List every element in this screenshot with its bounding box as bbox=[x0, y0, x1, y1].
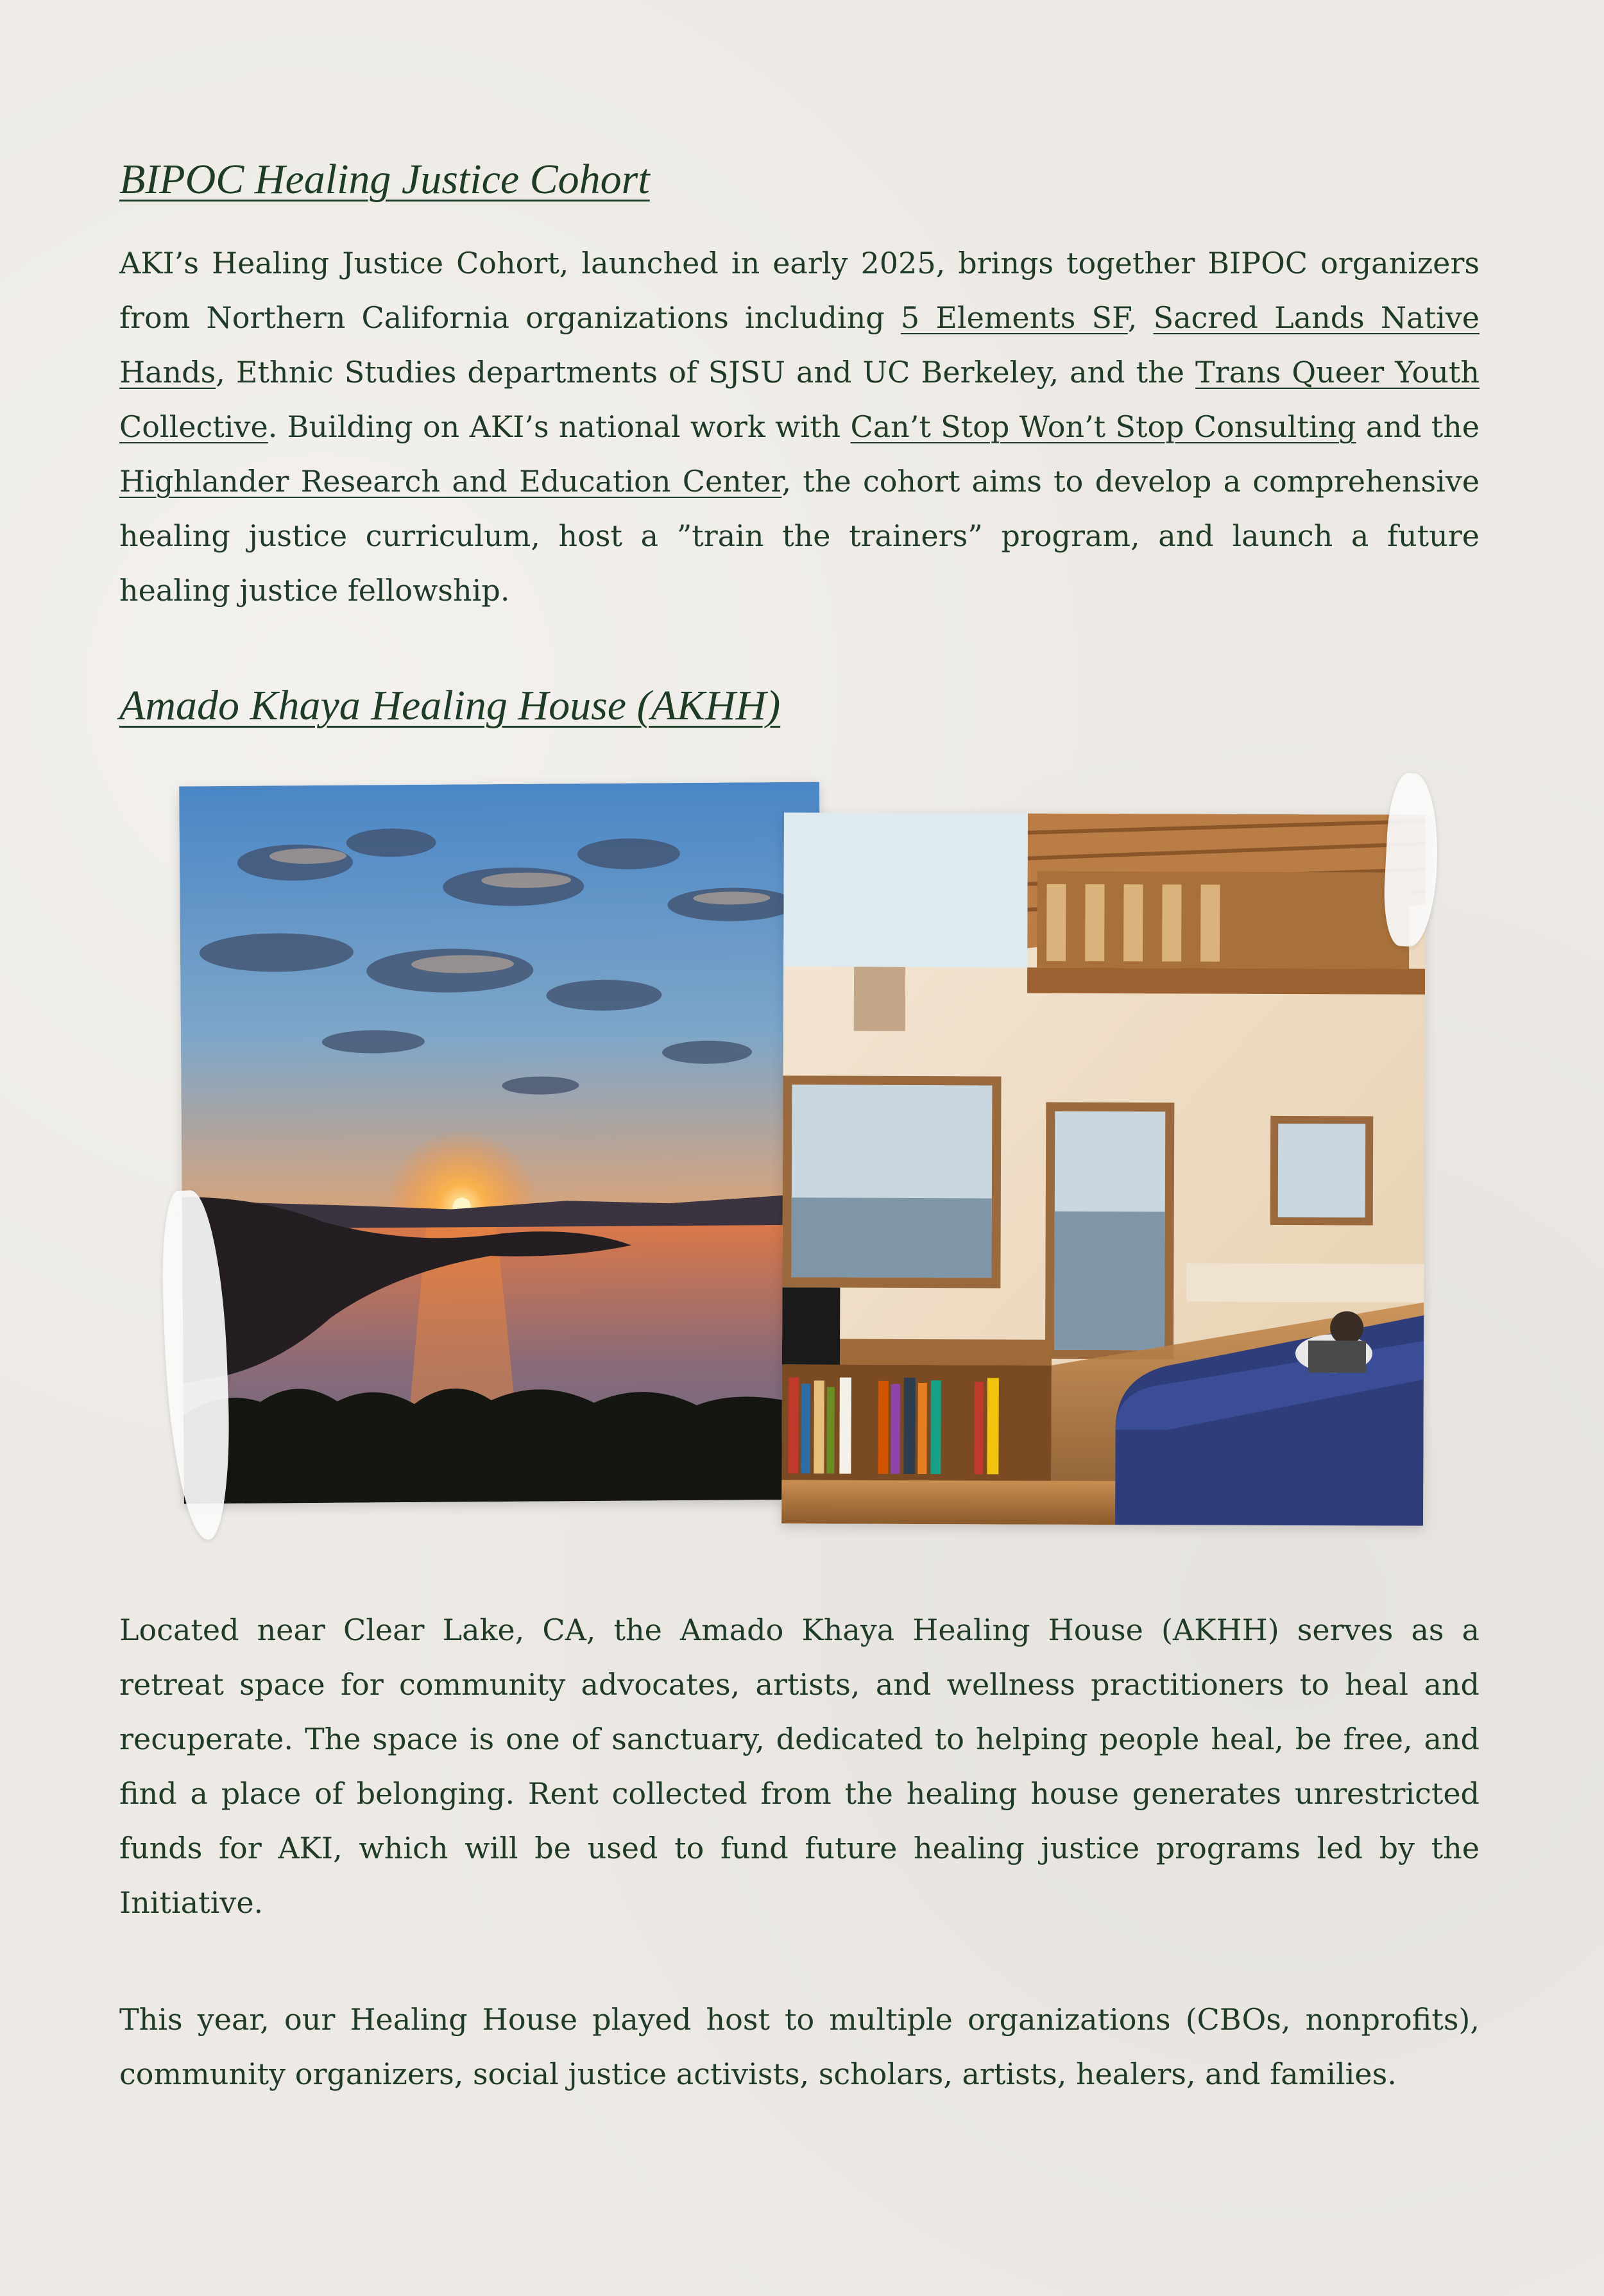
sunset-lake-photo bbox=[179, 782, 824, 1504]
text-run: and the bbox=[1356, 409, 1480, 444]
healing-house-interior-photo bbox=[781, 812, 1426, 1525]
healing-house-paragraph-1: Located near Clear Lake, CA, the Amado Khaya Healing House (AKHH) serves as a retreat space for community advocates, artists, and wellness practitioners to heal and recuperate. The space is one of sanctuary, dedicated to helping people heal, be free, and find a place of belonging. Rent collected from the healing house generates unrestricted funds for AKI, which will be used to fund future healing justice programs led by the Initiative. bbox=[119, 1613, 1480, 1920]
section-heading-healing-house[interactable]: Amado Khaya Healing House (AKHH) bbox=[119, 682, 781, 729]
link-cant-stop-wont-stop[interactable]: Can’t Stop Won’t Stop Consulting bbox=[850, 409, 1356, 444]
link-sacred-lands-native-hands[interactable]: Sacred Lands Native Hands bbox=[119, 300, 1480, 390]
text-run: , Ethnic Studies departments of SJSU and UC Berkeley, and the bbox=[216, 355, 1196, 390]
link-trans-queer-youth-collective[interactable]: Trans Queer Youth Collective bbox=[119, 355, 1480, 444]
text-run: , bbox=[1127, 300, 1154, 335]
cohort-paragraph bbox=[119, 236, 1480, 618]
text-run: AKI’s Healing Justice Cohort, launched in early 2025, brings together BIPOC organizers from Northern California organizations including bbox=[119, 246, 1480, 335]
healing-house-paragraph-2: This year, our Healing House played host to multiple organizations (CBOs, nonprofits), community organizers, social justice activists, scholars, artists, healers, and families. bbox=[119, 2002, 1480, 2091]
link-highlander-center[interactable]: Highlander Research and Education Center bbox=[119, 464, 782, 499]
section-heading-cohort[interactable]: BIPOC Healing Justice Cohort bbox=[119, 156, 650, 203]
text-run: , the cohort aims to develop a comprehensive healing justice curriculum, host a ”train the trainers” program, and launch a future healing justice fellowship. bbox=[119, 464, 1480, 608]
text-run: . Building on AKI’s national work with bbox=[268, 409, 851, 444]
link-5-elements-sf[interactable]: 5 Elements SF bbox=[900, 300, 1128, 335]
